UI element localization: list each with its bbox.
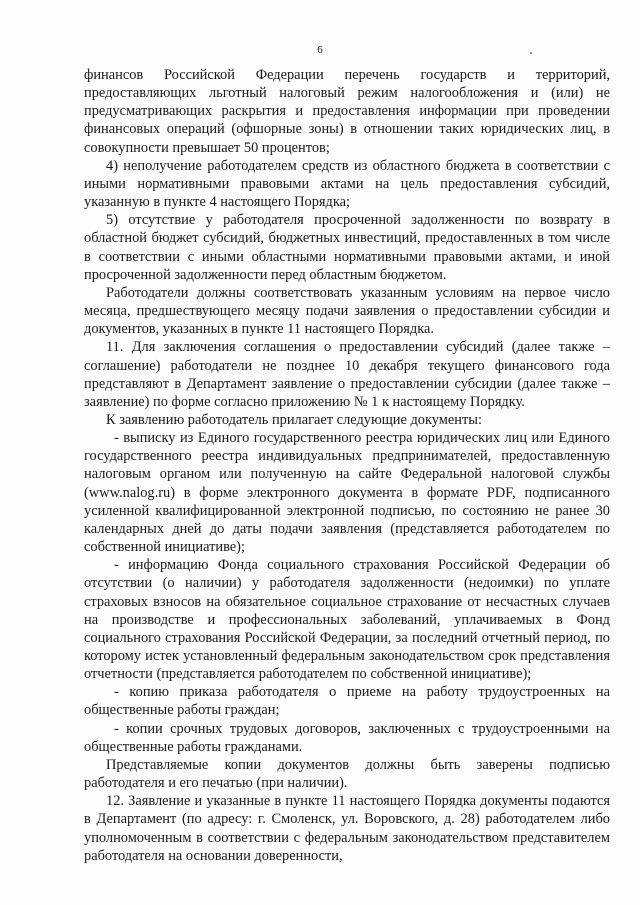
list-item-contracts-copies: - копии срочных трудовых договоров, заключенных с трудоустроенными на общественные работы гражданами. <box>84 720 610 755</box>
page-number: 6 <box>317 44 323 56</box>
list-item-hiring-order-copy: - копию приказа работодателя о приеме на работу трудоустроенных на общественные работы граждан; <box>84 684 610 719</box>
paragraph-employers-requirements: Работодатели должны соответствовать указанным условиям на первое число месяца, предшествующего месяцу подачи заявления о предоставлении субсидии и документов, указанных в пункте 11 настоящего Порядка. <box>84 284 610 338</box>
paragraph-clause-11: 11. Для заключения соглашения о предоставлении субсидий (далее также – соглашение) работодатели не позднее 10 декабря текущего финансового года представляют в Департамент заявление о предоставлении субсидии (далее также – заявление) по форме согласно приложению № 1 к настоящему Порядку. <box>84 339 610 410</box>
paragraph-clause-12: 12. Заявление и указанные в пункте 11 настоящего Порядка документы подаются в Департамент (по адресу: г. Смоленск, ул. Воровского, д. 28) работодателем либо уполномоченным в соответствии с федеральным законодательством представителем работодателя на основании доверенности, <box>84 793 610 864</box>
paragraph-condition-5: 5) отсутствие у работодателя просроченной задолженности по возврату в областной бюджет субсидий, бюджетных инвестиций, предоставленных в том числе в соответствии с иными областными нормативными правовыми актами, и иной просроченной задолженности перед областным бюджетом. <box>84 212 610 283</box>
document-body <box>84 66 610 865</box>
paragraph-condition-4: 4) неполучение работодателем средств из областного бюджета в соответствии с иными нормативными правовыми актами на цель предоставления субсидий, указанную в пункте 4 настоящего Порядка; <box>84 157 610 211</box>
paragraph-copies-certification: Представляемые копии документов должны быть заверены подписью работодателя и его печатью (при наличии). <box>84 756 610 792</box>
paragraph-documents-intro: К заявлению работодатель прилагает следующие документы: <box>106 411 482 428</box>
list-item-egrul-extract: - выписку из Единого государственного реестра юридических лиц или Единого государственного реестра индивидуальных предпринимателей, предоставленную налоговым органом или полученную на сайте Федеральной налоговой службы (www.nalog.ru) в форме электронного документа в формате PDF, подписанного усиленной квалифицированной электронной подписью, по состоянию не ранее 30 календарных дней до даты подачи заявления (представляется работодателем по собственной инициативе); <box>84 430 610 556</box>
list-item-fss-information: - информацию Фонда социального страхования Российской Федерации об отсутствии (о наличии) у работодателя задолженности (недоимки) по уплате страховых взносов на обязательное социальное страхование от несчастных случаев на производстве и профессиональных заболеваний, уплачиваемых в Фонд социального страхования Российской Федерации, за последний отчетный период, по которому истек установленный федеральным законодательством срок представления отчетности (представляется работодателем по собственной инициативе); <box>84 557 610 683</box>
paragraph-offshore-continuation: финансов Российской Федерации перечень государств и территорий, предоставляющих льготный налоговый режим налогообложения и (или) не предусматривающих раскрытия и предоставления информации при проведении финансовых операций (офшорные зоны) в отношении таких юридических лиц, в совокупности превышает 50 процентов; <box>84 67 610 156</box>
scan-speck <box>530 52 532 54</box>
